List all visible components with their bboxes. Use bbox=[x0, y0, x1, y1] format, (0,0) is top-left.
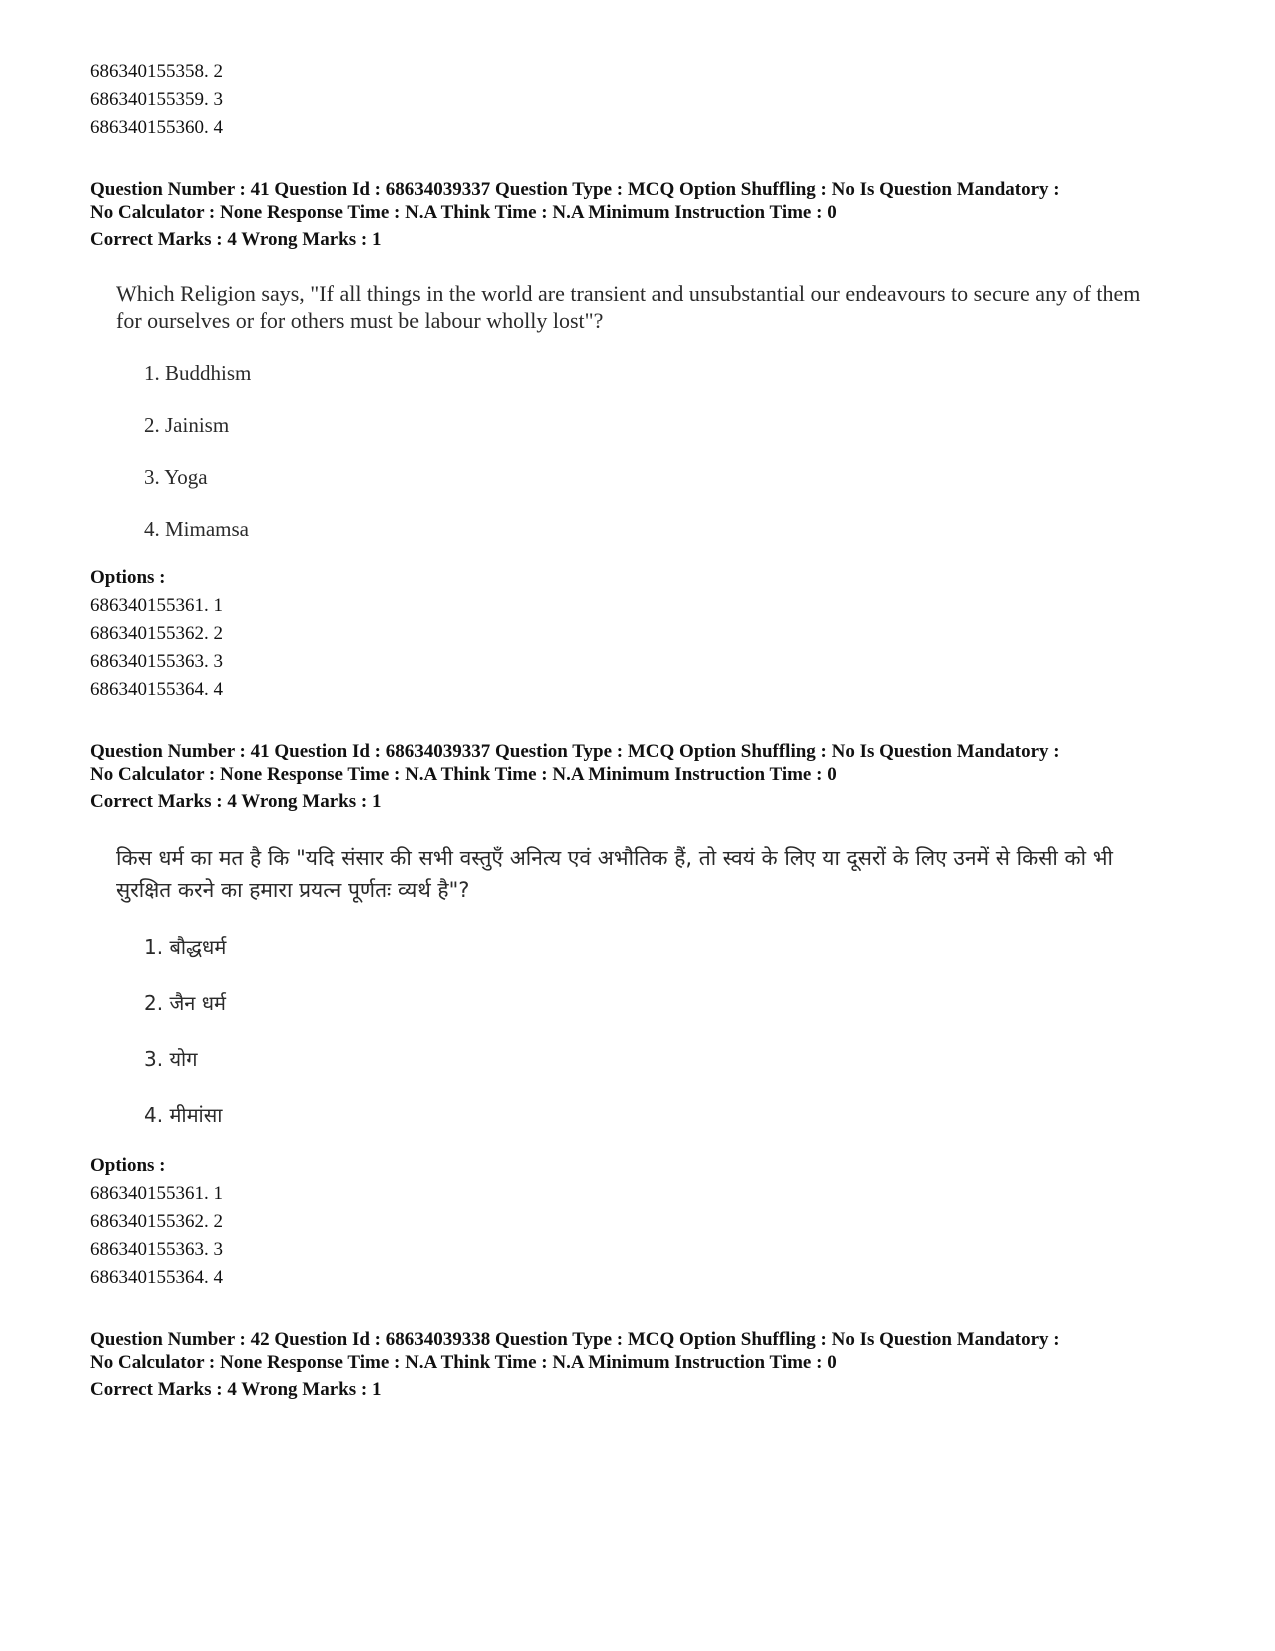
question-meta-line: No Calculator : None Response Time : N.A Think Time : N.A Minimum Instruction Time : 0 bbox=[90, 202, 837, 223]
option-id-line: 686340155359. 3 bbox=[90, 89, 223, 110]
option-id-line: 686340155362. 2 bbox=[90, 623, 223, 644]
option-id-line: 686340155364. 4 bbox=[90, 679, 223, 700]
answer-choice: 4. मीमांसा bbox=[144, 1103, 223, 1127]
options-heading: Options : bbox=[90, 567, 166, 588]
document-page bbox=[90, 58, 1190, 1404]
option-id-line: 686340155358. 2 bbox=[90, 61, 223, 82]
previous-options-list bbox=[90, 58, 1190, 142]
question-text: किस धर्म का मत है कि "यदि संसार की सभी वस्तुएँ अनित्य एवं अभौतिक हैं, तो स्वयं के लिए या दूसरों के लिए उनमें से किसी को भी सुरक्षित करने का हमारा प्रयत्न पूर्णतः व्यर्थ है"? bbox=[116, 846, 1113, 902]
question-image-area bbox=[116, 280, 1190, 542]
option-id-line: 686340155363. 3 bbox=[90, 1239, 223, 1260]
option-id-line: 686340155360. 4 bbox=[90, 117, 223, 138]
question-image-area bbox=[116, 842, 1190, 1130]
option-id-line: 686340155362. 2 bbox=[90, 1211, 223, 1232]
answer-choice: 2. Jainism bbox=[144, 413, 230, 437]
question-meta-line: Question Number : 41 Question Id : 68634039337 Question Type : MCQ Option Shuffling : No Is Question Mandatory : bbox=[90, 179, 1060, 200]
question-meta-line: Question Number : 42 Question Id : 68634039338 Question Type : MCQ Option Shuffling : No Is Question Mandatory : bbox=[90, 1329, 1060, 1350]
question-block-hindi bbox=[90, 740, 1190, 1292]
answer-choice: 1. बौद्धधर्म bbox=[144, 935, 227, 959]
option-id-line: 686340155361. 1 bbox=[90, 1183, 223, 1204]
question-text: Which Religion says, "If all things in the world are transient and unsubstantial our endeavours to secure any of them for ourselves or for others must be labour wholly lost"? bbox=[116, 281, 1141, 333]
answer-choice: 3. Yoga bbox=[144, 465, 208, 489]
answer-choice: 3. योग bbox=[144, 1047, 198, 1071]
question-block-next bbox=[90, 1328, 1190, 1404]
options-heading: Options : bbox=[90, 1155, 166, 1176]
question-meta-line: Question Number : 41 Question Id : 68634039337 Question Type : MCQ Option Shuffling : No Is Question Mandatory : bbox=[90, 741, 1060, 762]
answer-choice: 4. Mimamsa bbox=[144, 517, 249, 541]
option-id-line: 686340155361. 1 bbox=[90, 595, 223, 616]
answer-choice: 1. Buddhism bbox=[144, 361, 252, 385]
question-marks: Correct Marks : 4 Wrong Marks : 1 bbox=[90, 1379, 382, 1400]
answer-choice: 2. जैन धर्म bbox=[144, 991, 226, 1015]
question-meta-line: No Calculator : None Response Time : N.A Think Time : N.A Minimum Instruction Time : 0 bbox=[90, 1352, 837, 1373]
option-id-line: 686340155364. 4 bbox=[90, 1267, 223, 1288]
question-block-english bbox=[90, 178, 1190, 704]
option-id-line: 686340155363. 3 bbox=[90, 651, 223, 672]
question-marks: Correct Marks : 4 Wrong Marks : 1 bbox=[90, 229, 382, 250]
question-meta-line: No Calculator : None Response Time : N.A Think Time : N.A Minimum Instruction Time : 0 bbox=[90, 764, 837, 785]
question-marks: Correct Marks : 4 Wrong Marks : 1 bbox=[90, 791, 382, 812]
